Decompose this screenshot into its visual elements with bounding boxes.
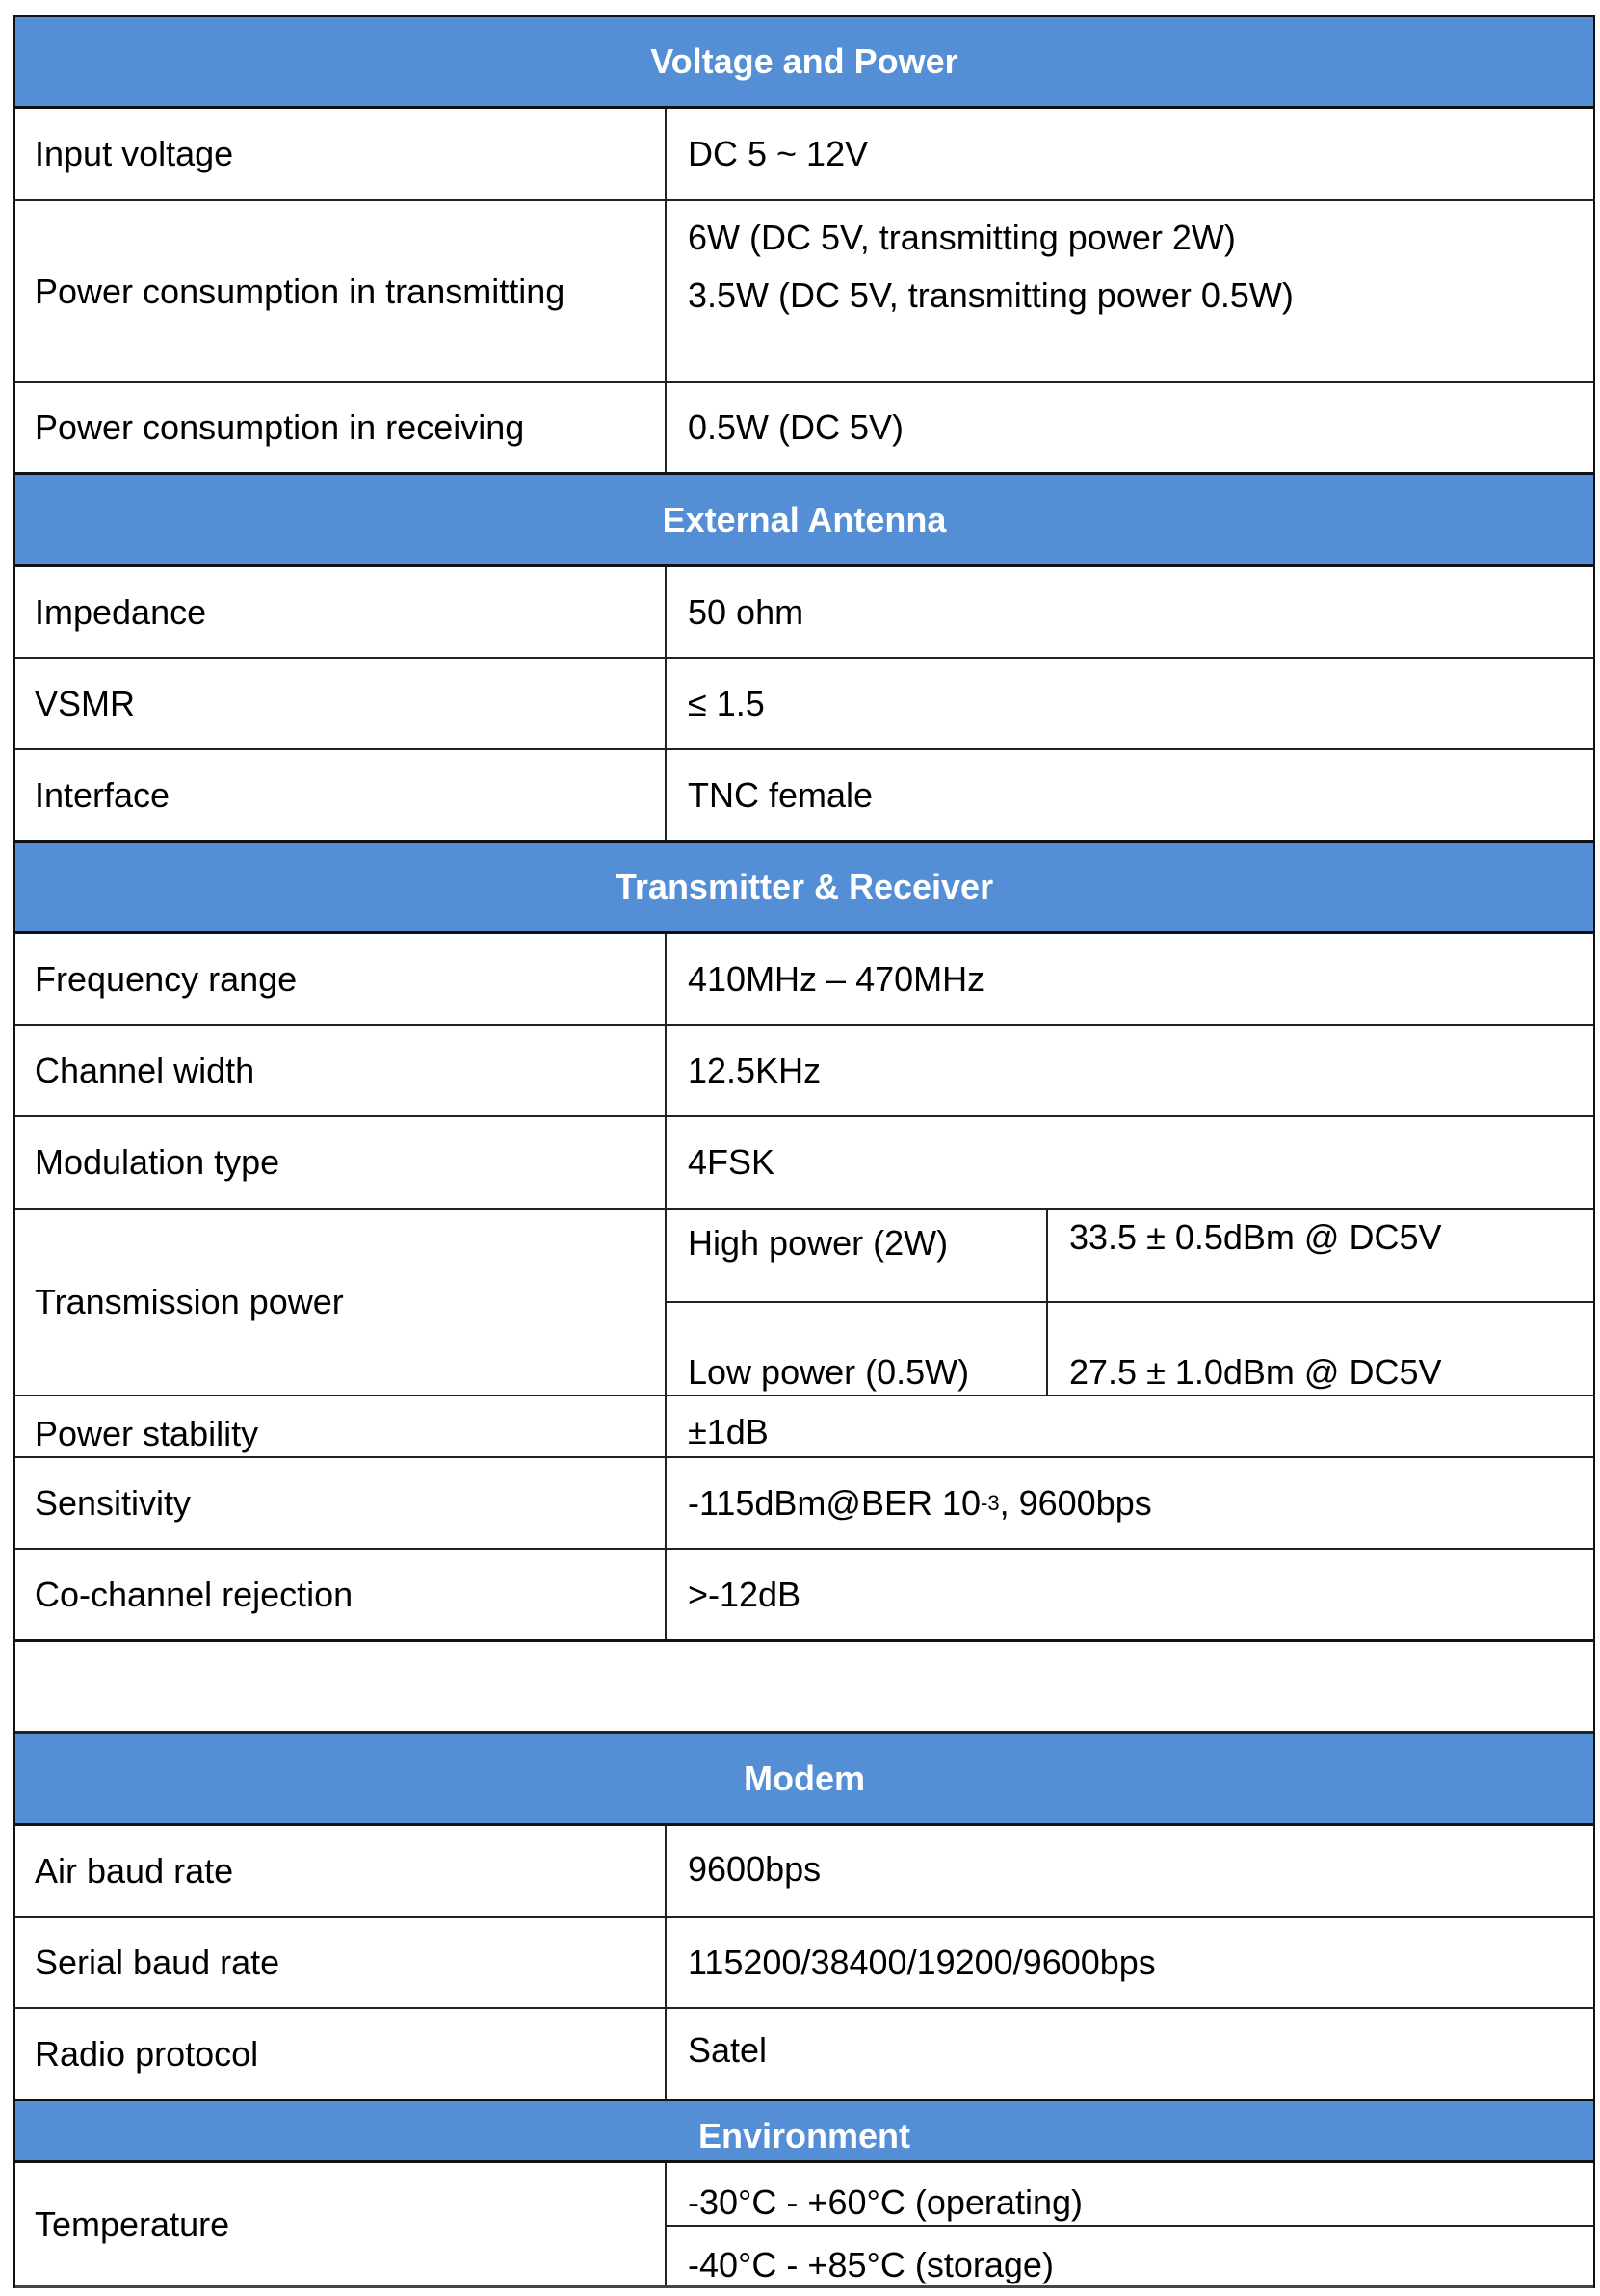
spec-row-power-receiving: [15, 383, 1593, 475]
spec-row-input-voltage: [15, 109, 1593, 201]
spec-label: Power stability: [15, 1396, 667, 1456]
spec-label: Air baud rate: [15, 1826, 667, 1916]
spec-label: Modulation type: [15, 1117, 667, 1208]
spec-row-frequency-range: [15, 934, 1593, 1026]
spec-table: [13, 15, 1595, 2288]
spec-row-modulation-type: [15, 1117, 1593, 1210]
sensitivity-prefix: -115dBm@BER 10: [688, 1482, 982, 1523]
spec-value: 115200/38400/19200/9600bps: [688, 1942, 1156, 1982]
spec-label: Co-channel rejection: [15, 1550, 667, 1639]
spec-value: ±1dB: [688, 1412, 769, 1451]
section-title: Voltage and Power: [650, 41, 958, 81]
spec-label: Sensitivity: [15, 1458, 667, 1548]
subrow-high-power: [667, 1210, 1593, 1301]
section-title: Modem: [744, 1758, 865, 1798]
spec-row-co-channel-rejection: [15, 1550, 1593, 1642]
transmission-power-subtable: [667, 1210, 1593, 1395]
temperature-storage: -40°C - +85°C (storage): [667, 2225, 1593, 2286]
spec-label: Radio protocol: [15, 2009, 667, 2099]
spec-row-temperature: [15, 2163, 1593, 2288]
spec-row-transmission-power: [15, 1210, 1593, 1396]
section-header-external-antenna: [15, 475, 1593, 567]
section-header-voltage-power: [15, 17, 1593, 109]
spec-row-interface: [15, 750, 1593, 843]
spec-label: Temperature: [15, 2163, 667, 2285]
power-mode: Low power (0.5W): [667, 1303, 1048, 1395]
spec-value: [667, 201, 1593, 381]
spec-value: DC 5 ~ 12V: [688, 134, 869, 173]
spec-label: Power consumption in transmitting: [15, 201, 667, 381]
spec-label: Frequency range: [15, 934, 667, 1024]
spec-value: -115dBm@BER 10 -3 , 9600bps: [688, 1482, 1152, 1523]
section-title: Transmitter & Receiver: [615, 867, 994, 906]
section-header-modem: [15, 1734, 1593, 1826]
spec-value: >-12dB: [688, 1574, 801, 1614]
spec-value: 410MHz – 470MHz: [688, 958, 985, 999]
spec-row-power-stability: [15, 1396, 1593, 1458]
spec-value: 9600bps: [688, 1849, 822, 1889]
spec-row-vsmr: [15, 659, 1593, 750]
spec-value-line: 3.5W (DC 5V, transmitting power 0.5W): [688, 275, 1294, 315]
spec-row-channel-width: [15, 1026, 1593, 1117]
spec-value: Satel: [688, 2030, 768, 2070]
sensitivity-suffix: , 9600bps: [999, 1482, 1152, 1523]
spec-row-sensitivity: [15, 1458, 1593, 1550]
power-value: 27.5 ± 1.0dBm @ DC5V: [1069, 1352, 1442, 1392]
spec-label: Serial baud rate: [15, 1918, 667, 2007]
temperature-operating: -30°C - +60°C (operating): [688, 2181, 1083, 2222]
power-value: 33.5 ± 0.5dBm @ DC5V: [1069, 1217, 1442, 1257]
spec-value: ≤ 1.5: [688, 683, 765, 723]
spec-value: 12.5KHz: [688, 1050, 822, 1090]
spec-label: Interface: [15, 750, 667, 840]
spec-value: 50 ohm: [688, 591, 804, 632]
spacer-row: [15, 1642, 1593, 1734]
subrow-low-power: [667, 1301, 1593, 1395]
spec-label: VSMR: [15, 659, 667, 748]
spec-row-air-baud-rate: [15, 1826, 1593, 1918]
spec-row-power-transmitting: [15, 201, 1593, 383]
spec-label: Impedance: [15, 567, 667, 657]
spec-value-line: 6W (DC 5V, transmitting power 2W): [688, 218, 1236, 257]
spec-row-impedance: [15, 567, 1593, 659]
section-header-environment: [15, 2101, 1593, 2163]
spec-label: Input voltage: [15, 109, 667, 199]
spec-row-serial-baud-rate: [15, 1918, 1593, 2009]
power-mode: High power (2W): [667, 1210, 1048, 1301]
spec-value: 4FSK: [688, 1142, 775, 1182]
section-title: Environment: [697, 2116, 911, 2155]
spec-label: Transmission power: [15, 1210, 667, 1395]
spec-value: 0.5W (DC 5V): [688, 407, 905, 447]
spec-row-radio-protocol: [15, 2009, 1593, 2101]
spec-value: TNC female: [688, 774, 874, 815]
section-title: External Antenna: [662, 499, 947, 539]
spec-label: Power consumption in receiving: [15, 383, 667, 472]
spec-label: Channel width: [15, 1026, 667, 1115]
temperature-subtable: [667, 2163, 1593, 2285]
section-header-transmitter-receiver: [15, 843, 1593, 934]
